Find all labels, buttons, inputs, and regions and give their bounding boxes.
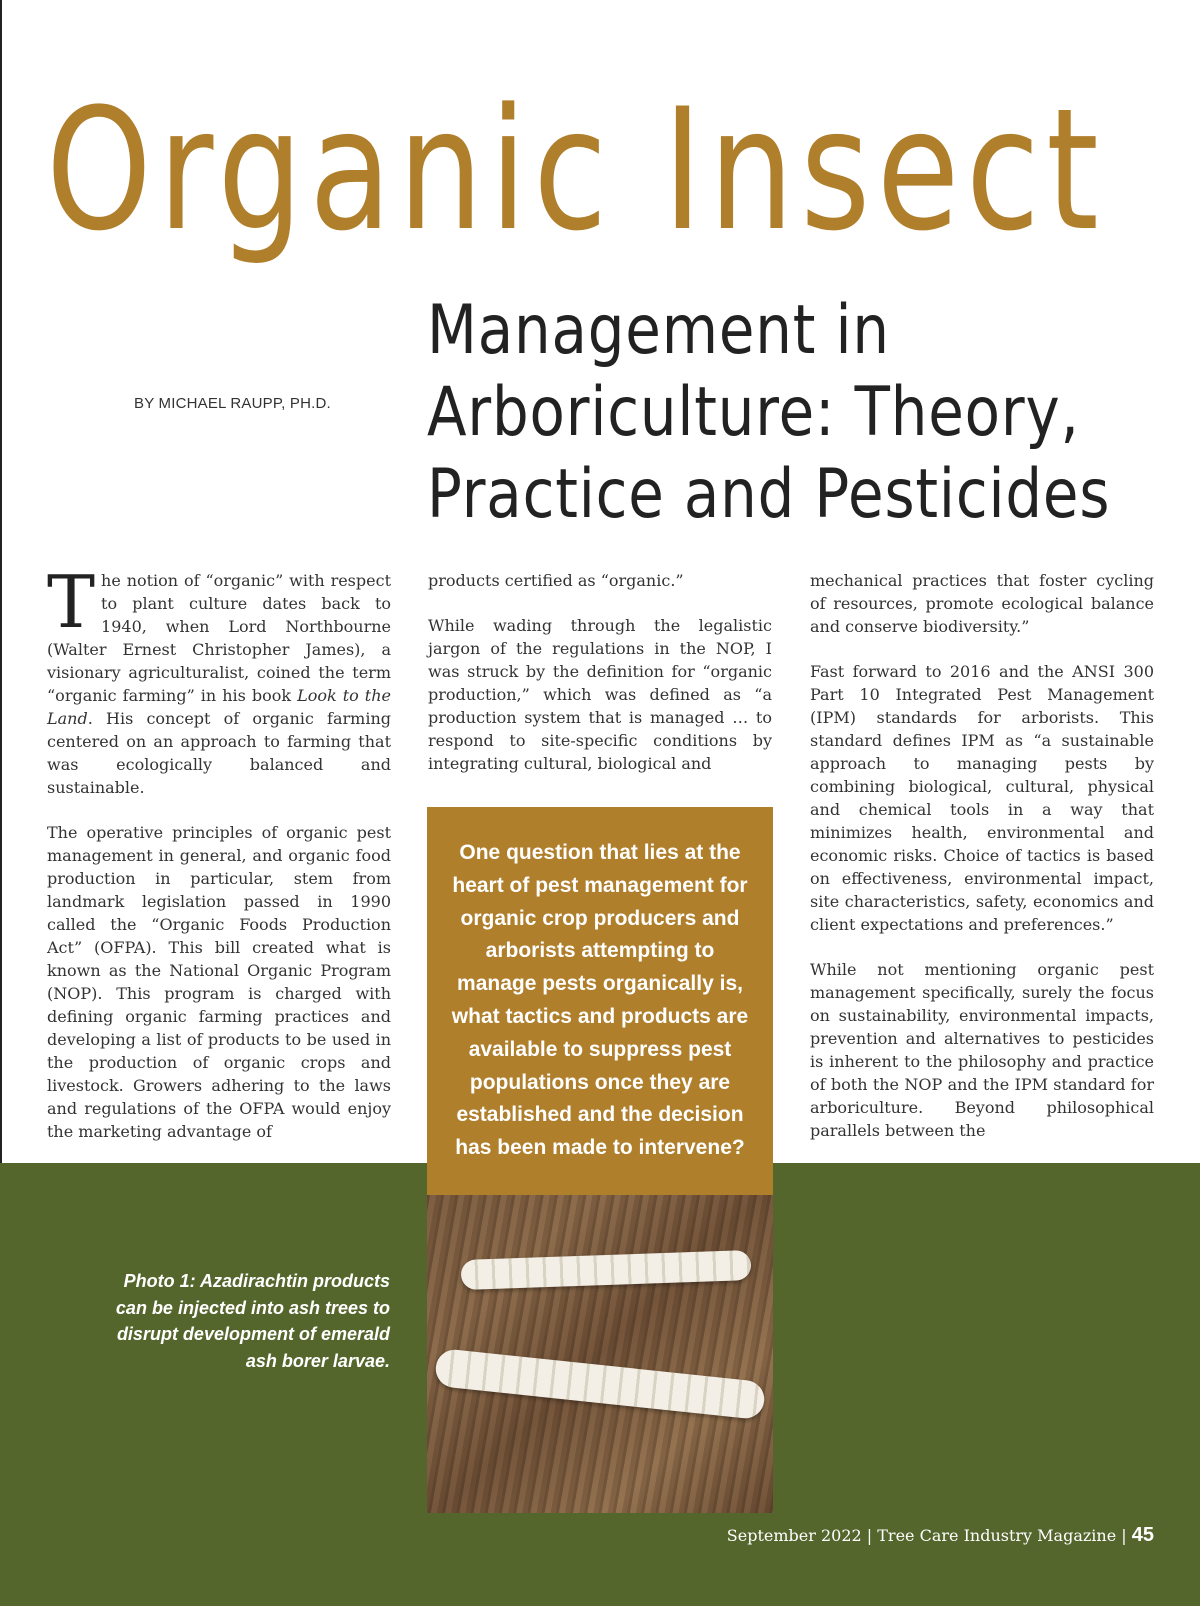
body-column-1	[47, 560, 391, 1165]
larvae-photo	[427, 1195, 773, 1513]
paragraph: While wading through the legalistic jargon of the regulations in the NOP, I was struck by the definition for “organic production,” which was defined as “a production system that is managed … to respond to site-specific conditions by integrating cultural, biological and	[428, 616, 772, 773]
paragraph: Fast forward to 2016 and the ANSI 300 Part 10 Integrated Pest Management (IPM) standards for arborists. This standard defines IPM as “a sustainable approach to managing pests by combining biological, cultural, physical and chemical tools in a way that minimizes health, environmental and economic risks. Choice of tactics is based on effectiveness, environmental impact, site characteristics, safety, economics and client expectations and preferences.”	[810, 662, 1154, 934]
paragraph-text: he notion of “organic” with respect to plant culture dates back to 1940, when Lord Northbourne (Walter Ernest Christopher James), a visionary agriculturalist, coined the term “organic farming” in his book	[47, 571, 391, 705]
paragraph: The operative principles of organic pest management in general, and organic food production in particular, stem from landmark legislation passed in 1990 called the “Organic Foods Production Act” (OFPA). This bill created what is known as the National Organic Program (NOP). This program is charged with defining organic farming practices and developing a list of products to be used in the production of organic crops and livestock. Growers adhering to the laws and regulations of the OFPA would enjoy the marketing advantage of	[47, 823, 391, 1141]
page-number: 45	[1131, 1524, 1154, 1546]
subtitle-line: Management in	[427, 291, 890, 370]
drop-cap: T	[47, 560, 96, 644]
body-column-2	[428, 569, 772, 797]
body-column-3	[810, 569, 1154, 1164]
photo-caption: Photo 1: Azadirachtin products can be injected into ash trees to disrupt development of emerald ash borer larvae.	[115, 1271, 390, 1371]
pull-quote-text: One question that lies at the heart of pest management for organic crop producers and arborists attempting to manage pests organically is, what tactics and products are available to suppress pest populations once they are established and the decision has been made to intervene?	[451, 841, 749, 1160]
article-subtitle	[427, 290, 1192, 536]
article-title: Organic Insect	[46, 72, 1106, 268]
subtitle-line: Arboriculture: Theory,	[427, 373, 1080, 452]
subtitle-line: Practice and Pesticides	[427, 455, 1111, 534]
paragraph	[47, 560, 391, 799]
paragraph: products certified as “organic.”	[428, 571, 684, 590]
left-rule	[0, 0, 2, 1163]
pull-quote-box	[427, 807, 773, 1195]
book-title: Look to the Land	[47, 686, 391, 728]
paragraph-text: . His concept of organic farming centered on an approach to farming that was ecologically balanced and sustainable.	[47, 709, 391, 797]
byline: BY MICHAEL RAUPP, PH.D.	[134, 395, 331, 412]
page-footer	[727, 1524, 1154, 1547]
paragraph: While not mentioning organic pest management specifically, surely the focus on sustainability, environmental impacts, prevention and alternatives to pesticides is inherent to the philosophy and practice of both the NOP and the IPM standard for arboriculture. Beyond philosophical parallels between the	[810, 960, 1154, 1140]
paragraph: mechanical practices that foster cycling of resources, promote ecological balance and conserve biodiversity.”	[810, 571, 1154, 636]
footer-text: September 2022 | Tree Care Industry Magazine |	[726, 1526, 1132, 1545]
